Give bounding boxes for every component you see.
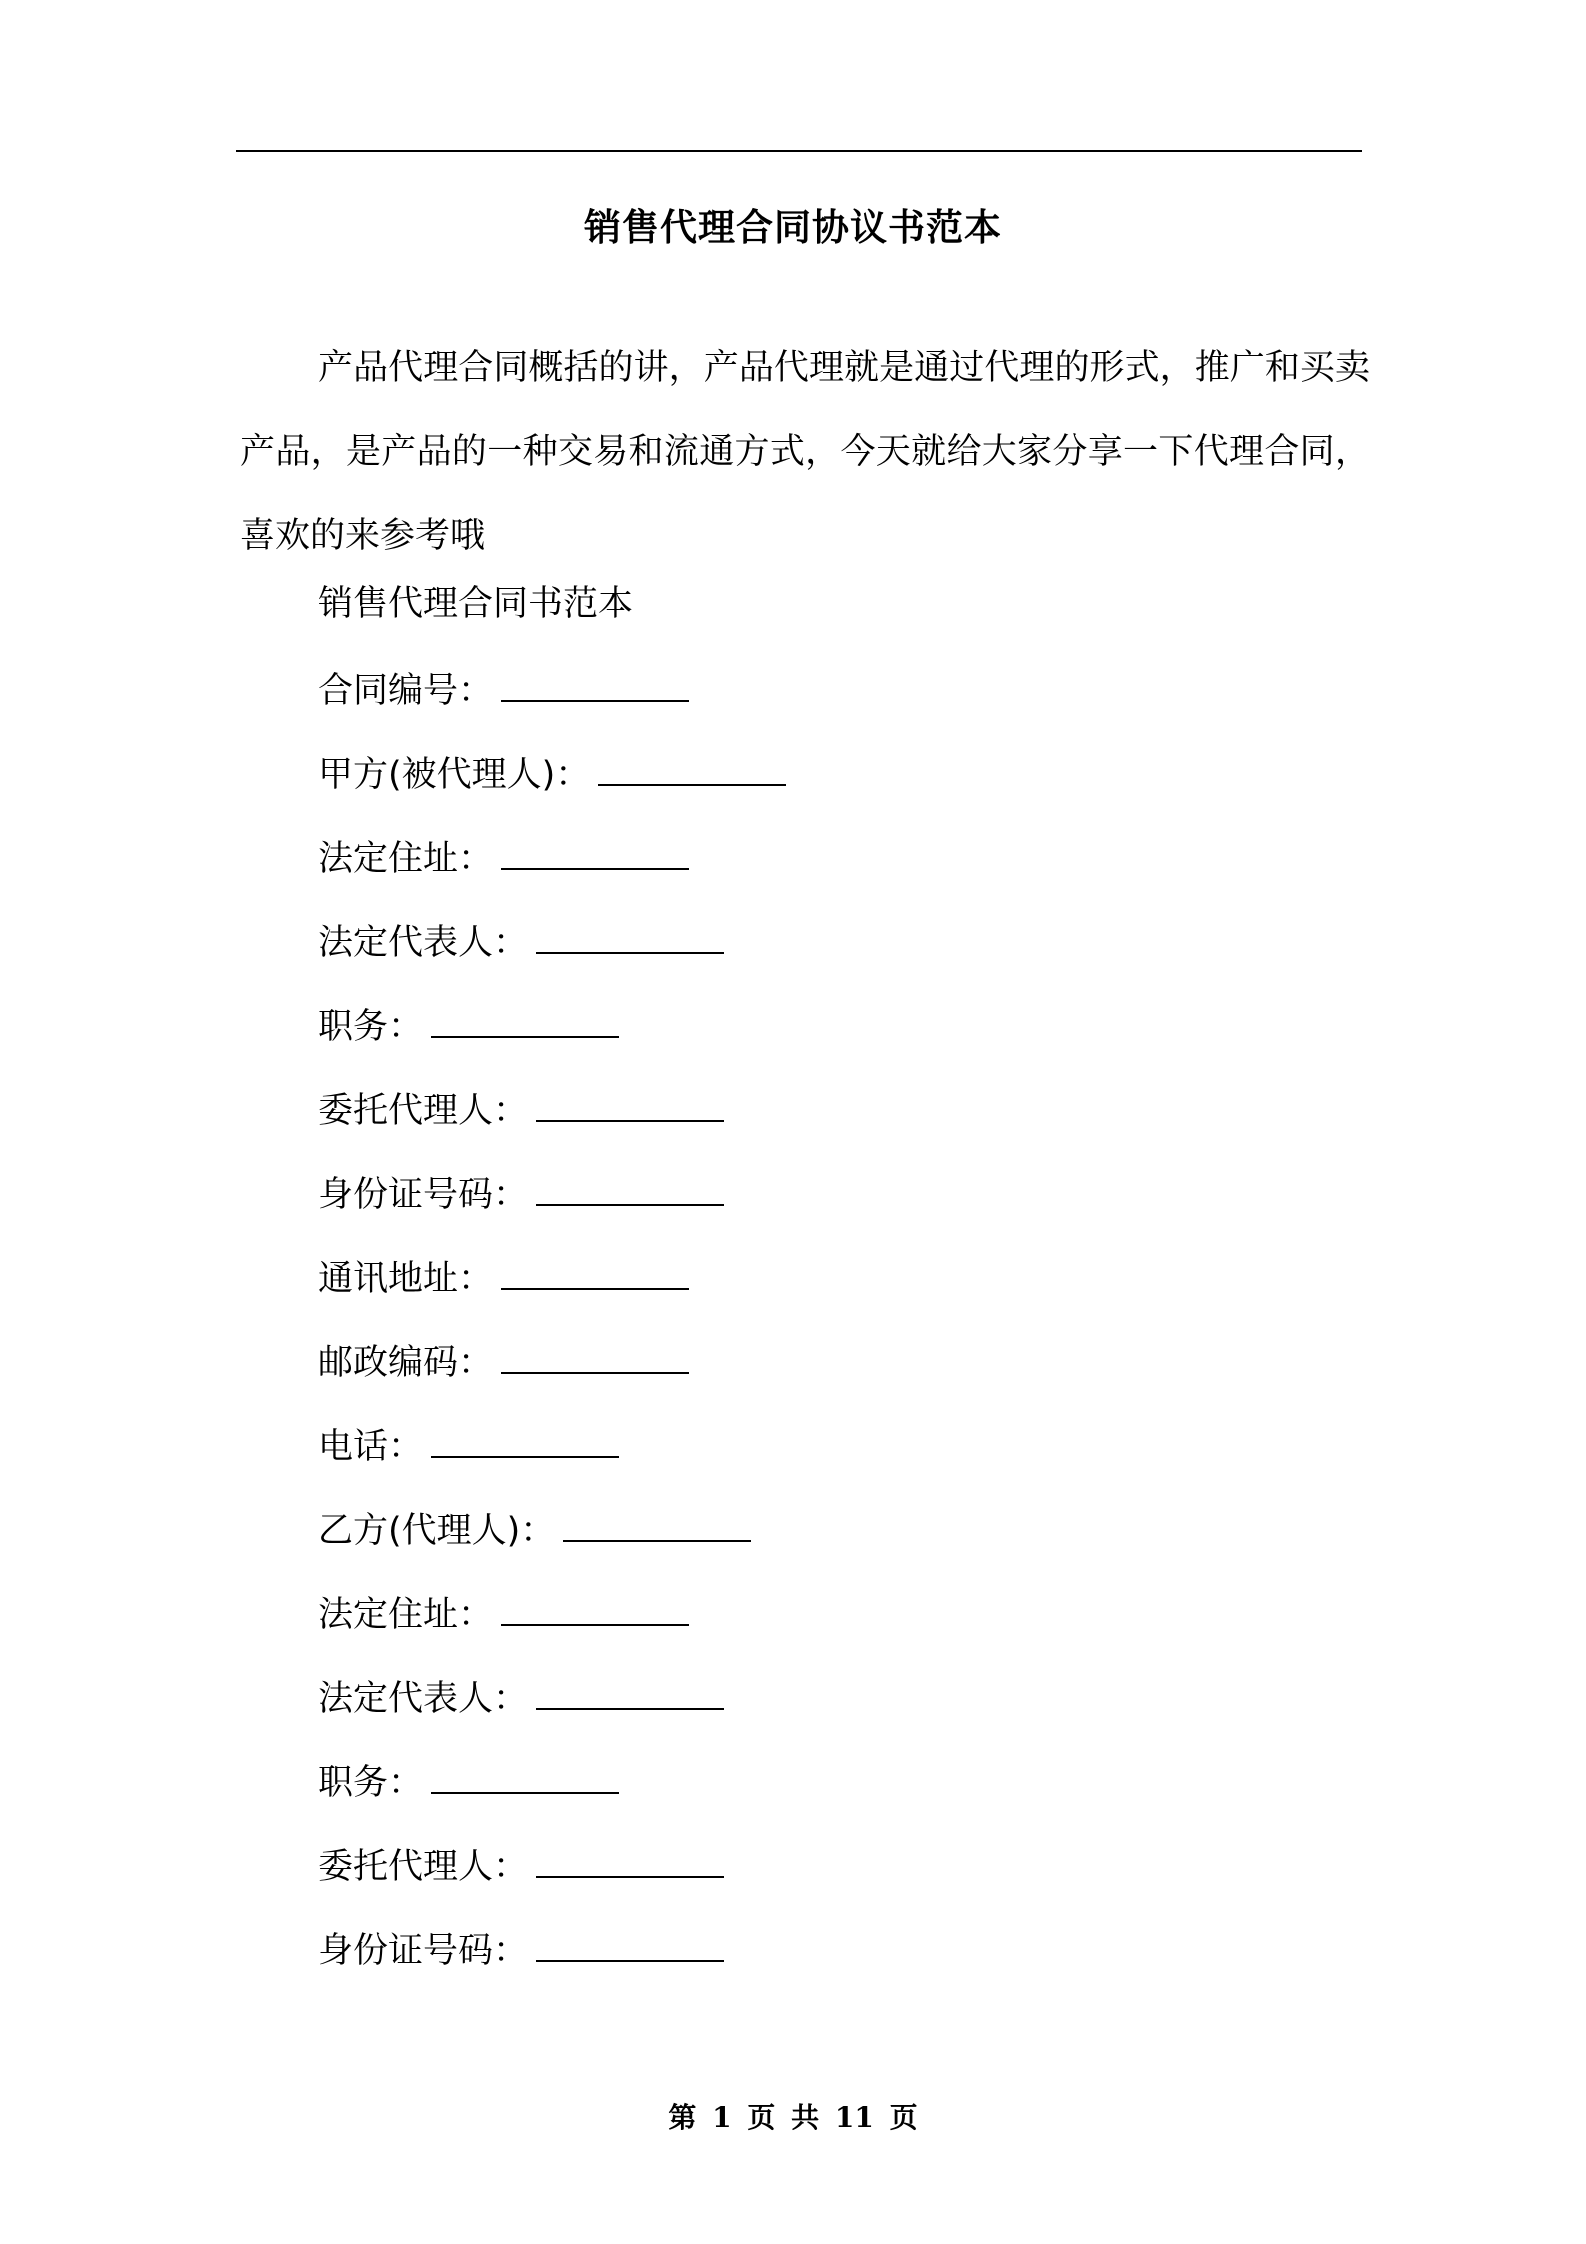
fill-in-blank bbox=[536, 912, 724, 954]
field-party-a-postal-code bbox=[318, 1332, 786, 1416]
fill-in-blank bbox=[431, 1752, 619, 1794]
fill-in-blank bbox=[501, 1332, 689, 1374]
contract-subtitle: 销售代理合同书范本 bbox=[318, 584, 634, 624]
intro-paragraph: 产品代理合同概括的讲，产品代理就是通过代理的形式，推广和买卖产品，是产品的一种交易和流通方式，今天就给大家分享一下代理合同，喜欢的来参考哦 bbox=[240, 348, 1370, 556]
field-party-b-legal-rep bbox=[318, 1668, 786, 1752]
field-label: 甲方(被代理人)： bbox=[318, 755, 591, 795]
field-party-b-id-number bbox=[318, 1920, 786, 2004]
fill-in-blank bbox=[598, 744, 786, 786]
contract-field-list bbox=[318, 660, 786, 2004]
field-party-a-id-number bbox=[318, 1164, 786, 1248]
fill-in-blank bbox=[431, 1416, 619, 1458]
page-number-footer: 第 1 页 共 11 页 bbox=[668, 2101, 918, 2134]
field-label: 乙方(代理人)： bbox=[318, 1511, 556, 1551]
field-label: 身份证号码： bbox=[318, 1175, 529, 1215]
field-party-b bbox=[318, 1500, 786, 1584]
fill-in-blank bbox=[536, 1080, 724, 1122]
header-divider bbox=[236, 150, 1362, 152]
field-label: 委托代理人： bbox=[318, 1847, 529, 1887]
field-party-b-position bbox=[318, 1752, 786, 1836]
fill-in-blank bbox=[431, 996, 619, 1038]
field-party-a-phone bbox=[318, 1416, 786, 1500]
field-label: 通讯地址： bbox=[318, 1259, 494, 1299]
field-party-a-address bbox=[318, 828, 786, 912]
field-party-a-position bbox=[318, 996, 786, 1080]
field-contract-number bbox=[318, 660, 786, 744]
fill-in-blank bbox=[536, 1668, 724, 1710]
field-label: 法定代表人： bbox=[318, 923, 529, 963]
field-label: 法定住址： bbox=[318, 1595, 494, 1635]
field-label: 身份证号码： bbox=[318, 1931, 529, 1971]
fill-in-blank bbox=[501, 1584, 689, 1626]
field-label: 职务： bbox=[318, 1763, 424, 1803]
field-label: 职务： bbox=[318, 1007, 424, 1047]
document-title: 销售代理合同协议书范本 bbox=[584, 206, 1002, 249]
fill-in-blank bbox=[563, 1500, 751, 1542]
field-party-a-mailing-address bbox=[318, 1248, 786, 1332]
field-party-b-address bbox=[318, 1584, 786, 1668]
field-party-b-agent bbox=[318, 1836, 786, 1920]
field-party-a-legal-rep bbox=[318, 912, 786, 996]
field-label: 委托代理人： bbox=[318, 1091, 529, 1131]
fill-in-blank bbox=[501, 660, 689, 702]
field-label: 电话： bbox=[318, 1427, 424, 1467]
field-label: 法定代表人： bbox=[318, 1679, 529, 1719]
fill-in-blank bbox=[536, 1920, 724, 1962]
fill-in-blank bbox=[501, 1248, 689, 1290]
field-party-a bbox=[318, 744, 786, 828]
fill-in-blank bbox=[501, 828, 689, 870]
field-label: 邮政编码： bbox=[318, 1343, 494, 1383]
field-label: 合同编号： bbox=[318, 671, 494, 711]
field-party-a-agent bbox=[318, 1080, 786, 1164]
fill-in-blank bbox=[536, 1164, 724, 1206]
field-label: 法定住址： bbox=[318, 839, 494, 879]
fill-in-blank bbox=[536, 1836, 724, 1878]
